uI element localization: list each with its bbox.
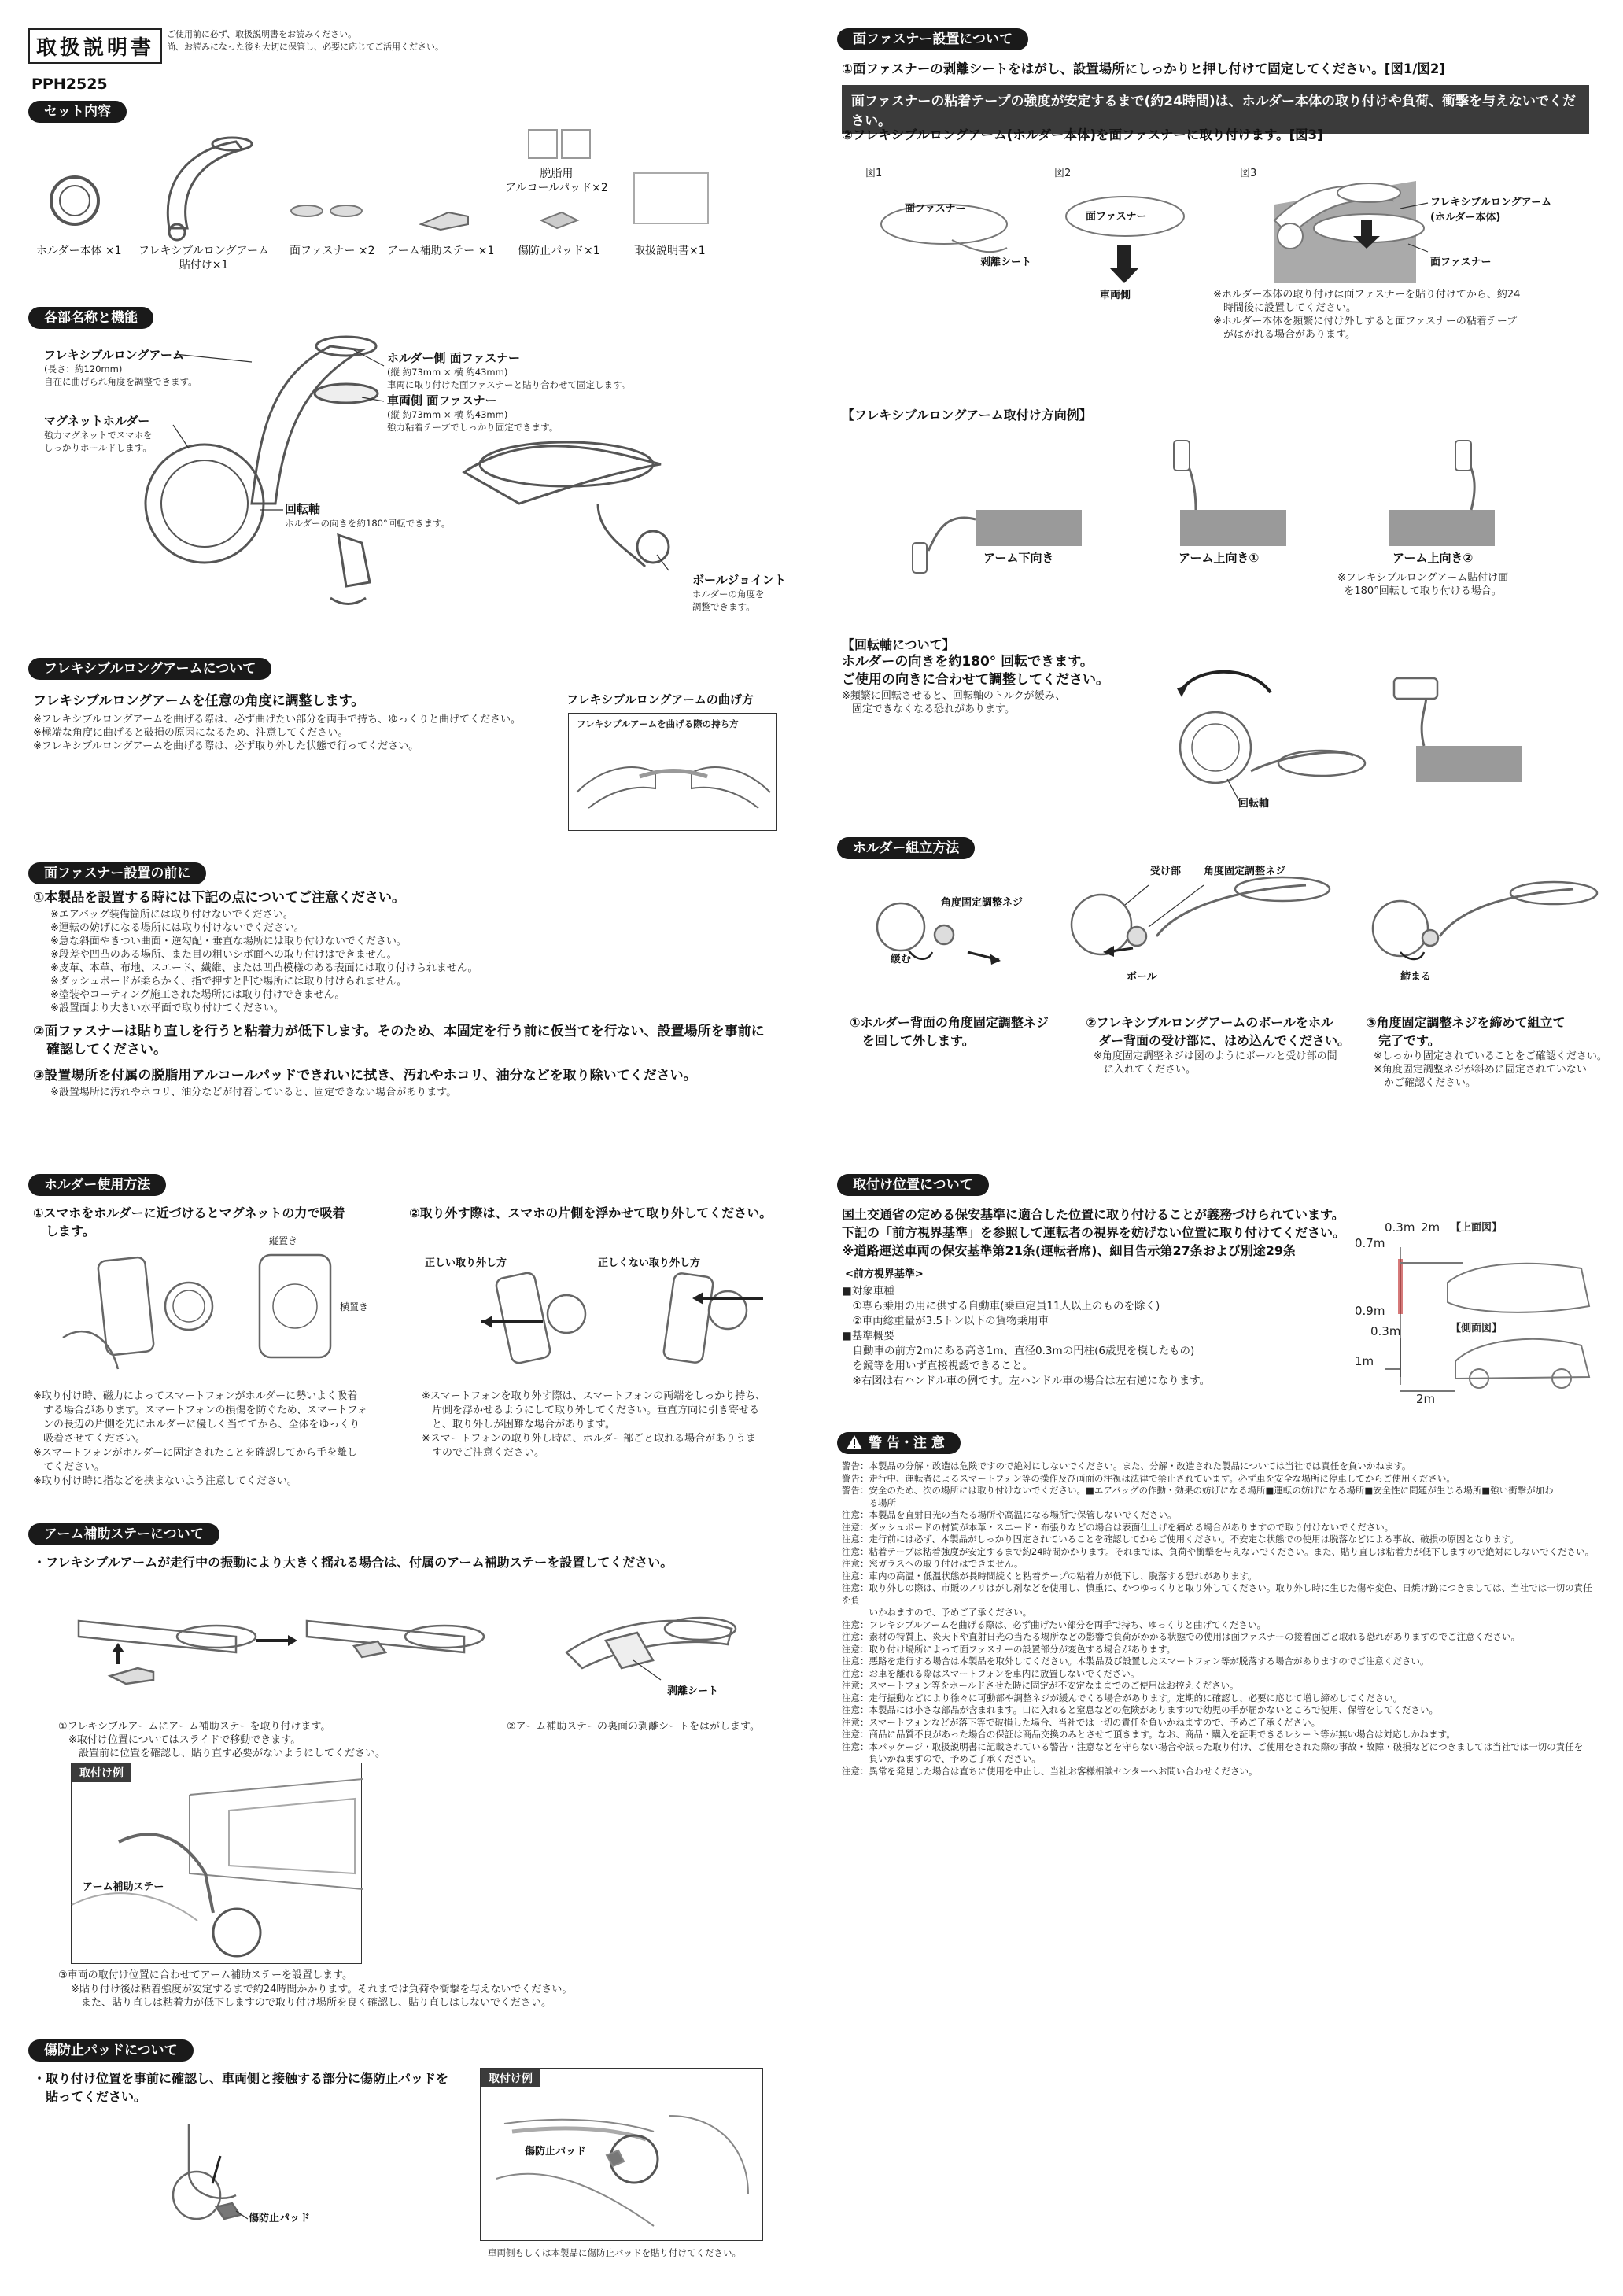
item-holder: ホルダー本体 ×1 xyxy=(36,245,122,257)
mount-dim-2mb: 2m xyxy=(1416,1392,1436,1406)
fig1-peel-label: 剥離シート xyxy=(980,257,1032,268)
assembly-receiver-label: 受け部 xyxy=(1150,866,1182,877)
scratch-pad-example-label: 傷防止パッド xyxy=(525,2146,587,2158)
assembly-s3: ③角度固定調整ネジを締めて組立て 完了です。 xyxy=(1366,1015,1566,1048)
mount-std-body: ■対象車種 ①専ら乗用の用に供する自動車(乗車定員11人以上のものを除く) ②車両総重量が3.5トン以下の貨物乗用車 ■基準概要 自動車の前方2mにある高さ1m、直径0.3mの円柱(6歳児を模したもの) を鏡等を用いず直接視認できること。 ※右図は右ハンドル車の例です。左ハンドル車の場合は左右逆になります。 xyxy=(842,1285,1211,1387)
mount-dim-09: 0.9m xyxy=(1355,1304,1385,1318)
holder-use-left-notes: ※取り付け時、磁力によってスマートフォンがホルダーに勢いよく吸着 する場合があります。スマートフォンの損傷を防ぐため、スマートフォ ンの長辺の片側を先にホルダーに優しく当ててから、全体をゆっくり 吸着させてください。 ※スマートフォンがホルダーに固定されたことを確認してから手を離し てください。 ※取り付け時に指などを挟まないよう注意してください。 xyxy=(33,1390,367,1487)
assembly-s2-note: ※角度固定調整ネジは図のようにボールと受け部の間 に入れてください。 xyxy=(1094,1050,1337,1076)
mount-dim-03a: 0.3m xyxy=(1385,1220,1415,1235)
warning-line: 注意：ダッシュボードの材質が本革・スエード・布張りなどの場合は表面仕上げを痛める場合がありますので取り付けないでください。 xyxy=(842,1521,1394,1533)
rotation-title: 【回転軸について】 xyxy=(842,637,955,652)
arm-stay-lead: ・フレキシブルアームが走行中の振動により大きく揺れる場合は、付属のアーム補助ステーを設置してください。 xyxy=(33,1555,673,1570)
warning-line: 注意：スマートフォンなどが落下等で破損した場合、当社では一切の責任を負いかねますので、予めご了承ください。 xyxy=(842,1716,1321,1728)
section-heading-parts: 各部名称と機能 xyxy=(28,307,153,329)
part-vehicle-fastener-desc: (縦 約73mm × 横 約43mm) 強力粘着テープでしっかり固定できます。 xyxy=(387,409,559,433)
fig1-label: 図1 xyxy=(865,168,883,179)
mount-top-view: 【上面図】 xyxy=(1451,1222,1503,1234)
label-vertical: 縦置き xyxy=(269,1235,298,1246)
warning-line: 警告：走行中、運転者によるスマートフォン等の操作及び画面の注視は法律で禁止されています。必ず車を安全な場所に停車してからご使用ください。 xyxy=(842,1472,1455,1484)
warning-line: 警告：本製品の分解・改造は危険ですので絶対にしないでください。また、分解・改造された製品については当社では責任を負いかねます。 xyxy=(842,1460,1411,1471)
bend-title: フレキシブルロングアームの曲げ方 xyxy=(566,692,754,707)
section-heading-before-install: 面ファスナー設置の前に xyxy=(28,862,206,884)
item-scratch-pad: 傷防止パッド×1 xyxy=(518,245,600,257)
mount-side-view: 【側面図】 xyxy=(1451,1323,1503,1334)
fastener-install-s2: ②フレキシブルロングアーム(ホルダー本体)を面ファスナーに取り付けます。[図3] xyxy=(842,127,1323,142)
header-notes: ご使用前に必ず、取扱説明書をお読みください。 尚、お読みになった後も大切に保管し、必要に応じてご活用ください。 xyxy=(167,29,444,52)
fig3-fastener-label: 面ファスナー xyxy=(1430,257,1492,268)
direction-title: 【フレキシブルロングアーム取付け方向例】 xyxy=(842,408,1092,423)
part-ball-title: ボールジョイント xyxy=(692,573,787,587)
model-number: PPH2525 xyxy=(31,76,108,93)
arm-stay-peel-label: 剥離シート xyxy=(667,1685,719,1697)
part-magnet-title: マグネットホルダー xyxy=(44,414,150,428)
warning-line: 注意：車内の高温・低温状態が長時間続くと粘着テープの粘着力が低下し、脱落する恐れがあります。 xyxy=(842,1570,1257,1582)
before-install-p3: ③設置場所を付属の脱脂用アルコールパッドできれいに拭き、汚れやホコリ、油分などを取り除いてください。 xyxy=(33,1068,697,1083)
before-install-p1: ①本製品を設置する時には下記の点についてご注意ください。 xyxy=(33,890,406,906)
part-rotation-desc: ホルダーの向きを約180°回転できます。 xyxy=(285,518,451,529)
mount-dim-1m: 1m xyxy=(1355,1354,1374,1368)
assembly-s3-notes: ※しっかり固定されていることをご確認ください。 ※角度固定調整ネジが斜めに固定されていない かご確認ください。 xyxy=(1374,1050,1607,1089)
item-alcohol-pad: 脱脂用 アルコールパッド×2 xyxy=(505,168,608,194)
before-install-p2: ②面ファスナーは貼り直しを行うと粘着力が低下します。そのため、本固定を行う前に仮当てを行ない、設置場所を事前に 確認してください。 xyxy=(33,1024,765,1058)
part-holder-fastener-title: ホルダー側 面ファスナー xyxy=(387,351,521,365)
item-fastener: 面ファスナー ×2 xyxy=(290,245,375,257)
direction-up1-label: アーム上向き① xyxy=(1179,551,1260,565)
section-heading-warning xyxy=(837,1432,961,1454)
arm-stay-example-tag: 取付け例 xyxy=(72,1763,131,1782)
warning-line: 注意：悪路を走行する場合は本製品を取外してください。本製品及び設置したスマートフォン等が脱落する場合がありますのでご注意ください。 xyxy=(842,1656,1429,1667)
fastener-warning-bar: 面ファスナーの粘着テープの強度が安定するまで(約24時間)は、ホルダー本体の取り付けや負荷、衝撃を与えないでください。 xyxy=(842,85,1589,134)
part-vehicle-fastener-title: 車両側 面ファスナー xyxy=(387,393,497,408)
arm-stay-example-label: アーム補助ステー xyxy=(83,1881,164,1893)
warning-line: 注意：本製品には小さな部品が含まれます。口に入れると窒息などの危険がありますので幼児の手が届かないところで使用、保管をしてください。 xyxy=(842,1704,1438,1715)
before-install-p1-notes: ※エアバッグ装備箇所には取り付けないでください。 ※運転の妨げになる場所には取り付けないでください。 ※急な斜面やきつい曲面・逆勾配・垂直な場所には取り付けないでください。 ※段差や凹凸のある場所、また目の粗いシボ面への取り付けはできません。 ※皮革、本革、布地、スエード、繊維、または凹凸模様のある表面には取り付けられません。 ※ダッシュボードが柔らかく、指で押すと凹む場所には取り付けられません。 ※塗装やコーティング施工された場所には取り付けできません。 ※設置面より大きい水平面で取り付けてください。 xyxy=(50,909,478,1014)
direction-note: ※フレキシブルロングアーム貼付け面 を180°回転して取り付ける場合。 xyxy=(1337,572,1509,597)
warning-line: 注意：本パッケージ・取扱説明書に記載されている警告・注意などを守らない場合や誤った取り付け、ご使用をされた際の事故・故障・破損などにつきましては当社では一切の責任を 負いかねますので、予めご了承ください。 xyxy=(842,1740,1584,1764)
label-incorrect-removal: 正しくない取り外し方 xyxy=(598,1257,701,1269)
arm-stay-s3: ③車両の取付け位置に合わせてアーム補助ステーを設置します。 xyxy=(58,1969,352,1981)
assembly-screw-label-1: 角度固定調整ネジ xyxy=(941,897,1024,909)
item-stay: アーム補助ステー ×1 xyxy=(387,245,495,257)
label-horizontal: 横置き xyxy=(340,1301,369,1312)
fig2-vehicle-label: 車両側 xyxy=(1100,290,1131,301)
section-heading-fastener-install: 面ファスナー設置について xyxy=(837,28,1028,50)
warning-line: 注意：異常を発見した場合は直ちに使用を中止し、当社お客様相談センターへお問い合わせください。 xyxy=(842,1765,1258,1777)
flex-arm-lead: フレキシブルロングアームを任意の角度に調整します。 xyxy=(33,693,365,709)
fastener-install-s1: ①面ファスナーの剥離シートをはがし、設置場所にしっかりと押し付けて固定してください。[図1/図2] xyxy=(842,61,1445,76)
rotation-notes: ※頻繁に回転させると、回転軸のトルクが緩み、 固定できなくなる恐れがあります。 xyxy=(842,690,1066,715)
warning-line: 注意：素材の特質上、炎天下や直射日光の当たる場所などの影響で負荷がかかる状態での使用は面ファスナーの接着面ごと取れる恐れがありますのでご注意ください。 xyxy=(842,1631,1521,1642)
scratch-pad-example-box xyxy=(480,2068,763,2241)
part-arm-desc: (長さ：約120mm) 自在に曲げられ角度を調整できます。 xyxy=(44,364,197,387)
arm-stay-s2: ②アーム補助ステーの裏面の剥離シートをはがします。 xyxy=(507,1721,760,1733)
section-heading-holder-use: ホルダー使用方法 xyxy=(28,1174,166,1196)
holder-use-right-notes: ※スマートフォンを取り外す際は、スマートフォンの両端をしっかり持ち、 片側を浮かせるようにして取り外してください。垂直方向に引き寄せる と、取り外しが困難な場合があります。 ※スマートフォンの取り外し時に、ホルダー部ごと取れる場合がありうま すのでご注意ください。 xyxy=(422,1390,766,1459)
direction-up2-label: アーム上向き② xyxy=(1392,551,1474,565)
part-magnet-desc: 強力マグネットでスマホを しっかりホールドします。 xyxy=(44,430,153,453)
section-heading-flex-arm: フレキシブルロングアームについて xyxy=(28,658,271,680)
warning-line: 注意：取り付け場所によって面ファスナーの設置部分が変色する場合があります。 xyxy=(842,1643,1176,1655)
section-heading-assembly: ホルダー組立方法 xyxy=(837,837,975,859)
scratch-pad-example-tag: 取付け例 xyxy=(481,2069,540,2087)
mount-dim-03b: 0.3m xyxy=(1370,1324,1401,1338)
arm-stay-s3-notes: ※貼り付け後は粘着強度が安定するまで約24時間かかります。それまでは負荷や衝撃を与えないでください。 また、貼り直しは粘着力が低下しますので取り付け場所を良く確認し、貼り直しはしないでください。 xyxy=(71,1984,573,2009)
rotation-axis-label: 回転軸 xyxy=(1238,798,1270,810)
warning-line: 注意：スマートフォン等をホールドさせた時に固定が不安定なままでのご使用はお控えください。 xyxy=(842,1680,1239,1691)
fig2-fastener-label: 面ファスナー xyxy=(1086,211,1147,223)
section-heading-arm-stay: アーム補助ステーについて xyxy=(28,1523,219,1545)
assembly-loosen-label: 緩む xyxy=(891,954,912,965)
warning-line: 注意：窓ガラスへの取り付けはできません。 xyxy=(842,1558,1024,1569)
label-correct-removal: 正しい取り外し方 xyxy=(425,1257,507,1269)
scratch-pad-label: 傷防止パッド xyxy=(249,2213,311,2224)
warning-line: 注意：本製品を直射日光の当たる場所や高温になる場所で保管しないでください。 xyxy=(842,1509,1177,1520)
mount-position-lead: 国土交通省の定める保安基準に適合した位置に取り付けることが義務づけられています。 下記の「前方視界基準」を参照して運転者の視界を妨げない位置に取り付けてください。 ※道路運送車両の保安基準第21条(運転者席)、細目告示第27条および別途29条 xyxy=(842,1207,1346,1258)
flex-arm-notes: ※フレキシブルロングアームを曲げる際は、必ず曲げたい部分を両手で持ち、ゆっくりと曲げてください。 ※極端な角度に曲げると破損の原因になるため、注意してください。 ※フレキシブルロングアームを曲げる際は、必ず取り外した状態で行ってください。 xyxy=(33,714,521,752)
warning-line: 警告：安全のため、次の場所には取り付けないでください。■エアバッグの作動・効果の妨げになる場所■運転の妨げになる場所■安全性に問題が生じる場所■強い衝撃が加わ る場所 xyxy=(842,1485,1554,1508)
holder-use-s1: ①スマホをホルダーに近づけるとマグネットの力で吸着 します。 xyxy=(33,1205,345,1238)
part-arm-title: フレキシブルロングアーム xyxy=(44,348,184,362)
section-heading-set: セット内容 xyxy=(28,101,127,123)
assembly-ball-label: ボール xyxy=(1127,971,1157,983)
mount-dim-2m: 2m xyxy=(1421,1220,1440,1235)
warning-triangle-icon xyxy=(847,1435,862,1449)
fig2-label: 図2 xyxy=(1054,168,1072,179)
mount-dim-07: 0.7m xyxy=(1355,1236,1385,1250)
fastener-install-notes: ※ホルダー本体の取り付けは面ファスナーを貼り付けてから、約24 時間後に設置してください。 ※ホルダー本体を頻繁に付け外しすると面ファスナーの粘着テープ がはがれる場合があります。 xyxy=(1213,289,1521,341)
section-heading-scratch-pad: 傷防止パッドについて xyxy=(28,2039,194,2062)
assembly-s2: ②フレキシブルロングアームのボールをホル ダー背面の受け部に、はめ込んでください。 xyxy=(1086,1015,1351,1048)
scratch-pad-caption: 車両側もしくは本製品に傷防止パッドを貼り付けてください。 xyxy=(488,2247,741,2258)
before-install-p3-note: ※設置場所に汚れやホコリ、油分などが付着していると、固定できない場合があります。 xyxy=(50,1087,457,1098)
section-heading-mount-position: 取付け位置について xyxy=(837,1174,989,1196)
arm-stay-s1: ①フレキシブルアームにアーム補助ステーを取り付けます。 ※取付け位置についてはスライドで移動できます。 設置前に位置を確認し、貼り直す必要がないようにしてください。 xyxy=(58,1721,386,1759)
warning-line: 注意：走行振動などにより徐々に可動部や調整ネジが緩んでくる場合があります。定期的に確認し、必要に応じて増し締めしてください。 xyxy=(842,1692,1403,1704)
fig1-fastener-label: 面ファスナー xyxy=(905,203,966,215)
fig3-arm-label: フレキシブルロングアーム (ホルダー本体) xyxy=(1430,197,1552,223)
holder-use-s2: ②取り外す際は、スマホの片側を浮かせて取り外してください。 xyxy=(409,1205,773,1220)
part-rotation-title: 回転軸 xyxy=(285,502,321,516)
bend-box-label: フレキシブルアームを曲げる際の持ち方 xyxy=(577,718,739,729)
warning-line: 注意：フレキシブルアームを曲げる際は、必ず曲げたい部分を両手で持ち、ゆっくりと曲げてください。 xyxy=(842,1619,1266,1630)
scratch-pad-example-drawing xyxy=(481,2069,764,2242)
mount-std-title: <前方視界基準> xyxy=(845,1268,924,1280)
warning-line: 注意：走行前には必ず、本製品がしっかり固定されていることを確認してからご使用ください。不安定な状態での使用は脱落などによる事故、破損の原因となります。 xyxy=(842,1534,1519,1545)
assembly-s1: ①ホルダー背面の角度固定調整ネジ を回して外します。 xyxy=(850,1015,1049,1048)
assembly-tighten-label: 締まる xyxy=(1400,971,1432,983)
warning-line: 注意：お車を離れる際はスマートフォンを車内に放置しないでください。 xyxy=(842,1667,1140,1679)
item-manual: 取扱説明書×1 xyxy=(634,245,706,257)
item-arm: フレキシブルロングアーム 貼付け×1 xyxy=(138,245,270,271)
part-holder-fastener-desc: (縦 約73mm × 横 約43mm) 車両に取り付けた面ファスナーと貼り合わせて固定します。 xyxy=(387,367,631,390)
direction-down-label: アーム下向き xyxy=(983,551,1054,565)
fig3-label: 図3 xyxy=(1240,168,1257,179)
title-box: 取扱説明書 xyxy=(28,28,162,64)
warning-lines xyxy=(842,1460,1597,1777)
warning-line: 注意：取り外しの際は、市販のノリはがし剤などを使用し、慎重に、かつゆっくりと取り外してください。取り外し時に生じた傷や変色、日焼け跡につきましては、当社では一切の責任を負 いかねますので、予めご了承ください。 xyxy=(842,1582,1592,1618)
rotation-lead: ホルダーの向きを約180° 回転できます。 ご使用の向きに合わせて調整してください。 xyxy=(842,654,1109,688)
assembly-screw-label-2: 角度固定調整ネジ xyxy=(1204,866,1286,877)
part-ball-desc: ホルダーの角度を 調整できます。 xyxy=(692,589,765,612)
warning-heading-text: 警 告・注 意 xyxy=(869,1435,945,1451)
scratch-pad-lead: ・取り付け位置を事前に確認し、車両側と接触する部分に傷防止パッドを 貼ってください。 xyxy=(33,2071,449,2104)
warning-line: 注意：粘着テープは粘着強度が安定するまで約24時間かかります。それまでは、負荷や衝撃を与えないでください。また、貼り直しは粘着力が低下しますので絶対にしないでください。 xyxy=(842,1545,1595,1557)
warning-line: 注意：商品に品質不良があった場合の保証は商品交換のみとさせて頂きます。なお、商品・購入を証明できるレシート等が無い場合は対応しかねます。 xyxy=(842,1729,1455,1740)
